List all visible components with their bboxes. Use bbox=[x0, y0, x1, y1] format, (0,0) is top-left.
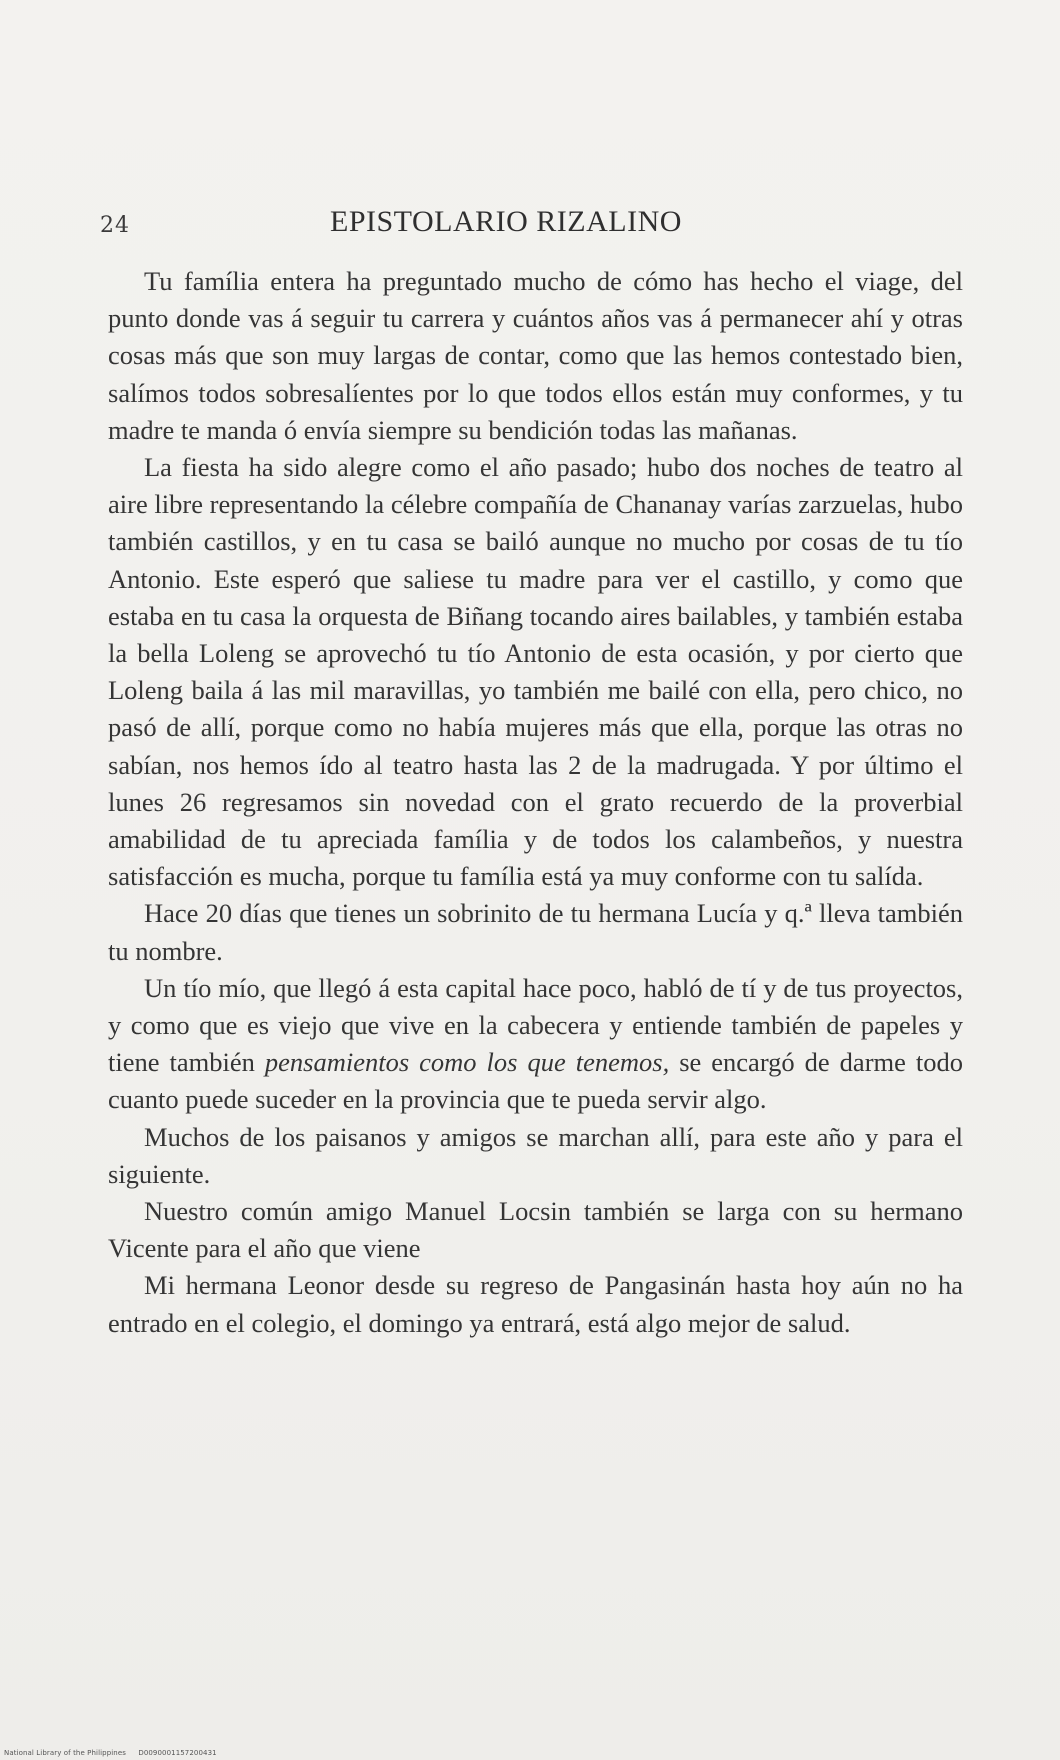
paragraph-2: La fiesta ha sido alegre como el año pasado; hubo dos noches de teatro al aire libre representando la célebre compañía de Chananay varías zarzuelas, hubo también castillos, y en tu casa se bailó aunque no mucho por cosas de tu tío Antonio. Este esperó que saliese tu madre para ver el castillo, y como que estaba en tu casa la orquesta de Biñang tocando aires bailables, y también estaba la bella Loleng se aprovechó tu tío Antonio de esta ocasión, y por cierto que Loleng baila á las mil maravillas, yo también me bailé con ella, pero chico, no pasó de allí, porque como no había mujeres más que ella, porque las otras no sabían, nos hemos ído al teatro hasta las 2 de la madrugada. Y por último el lunes 26 regresamos sin novedad con el grato recuerdo de la proverbial amabilidad de tu apreciada família y de todos los calambeños, y nuestra satisfacción es mucha, porque tu família está ya muy conforme con tu salída. bbox=[108, 452, 963, 892]
paragraph-3: Hace 20 días que tienes un sobrinito de tu hermana Lucía y q.ª lleva también tu nombre. bbox=[108, 898, 963, 966]
paragraph-4-start: Un tío mío, que llegó á esta capital hace poco, habló de tí y de tus proyectos, y como que es viejo que vive en la cabecera y entiende también de papeles y tiene también bbox=[108, 972, 963, 1078]
running-title: EPISTOLARIO RIZALINO bbox=[330, 205, 682, 238]
paragraph-4-end: se encargó de darme todo cuanto puede suceder en la provincia que te pueda servir algo. bbox=[108, 1047, 964, 1115]
paragraph-4-italic: pensamientos como los que tenemos, bbox=[264, 1047, 670, 1078]
paragraph-4 bbox=[108, 970, 963, 1119]
letter-body bbox=[108, 263, 963, 1342]
scan-code: D0090001157200431 bbox=[138, 1749, 217, 1757]
page-header bbox=[100, 205, 960, 245]
page-number: 24 bbox=[100, 213, 130, 238]
paragraph-1: Tu família entera ha preguntado mucho de cómo has hecho el viage, del punto donde vas á seguir tu carrera y cuántos años vas á permanecer ahí y otras cosas más que son muy largas de contar, como que las hemos contestado bien, salímos todos sobresalíentes por lo que todos ellos están muy conformes, y tu madre te manda ó envía siempre su bendición todas las mañanas. bbox=[108, 266, 963, 445]
library-credit: National Library of the Philippines bbox=[4, 1749, 126, 1757]
paragraph-7: Mi hermana Leonor desde su regreso de Pangasinán hasta hoy aún no ha entrado en el colegio, el domingo ya entrará, está algo mejor de salud. bbox=[108, 1270, 963, 1338]
paragraph-5: Muchos de los paisanos y amigos se marchan allí, para este año y para el siguiente. bbox=[108, 1121, 963, 1189]
scan-footer bbox=[4, 1749, 217, 1757]
paragraph-6: Nuestro común amigo Manuel Locsin también se larga con su hermano Vicente para el año que viene bbox=[108, 1196, 963, 1264]
